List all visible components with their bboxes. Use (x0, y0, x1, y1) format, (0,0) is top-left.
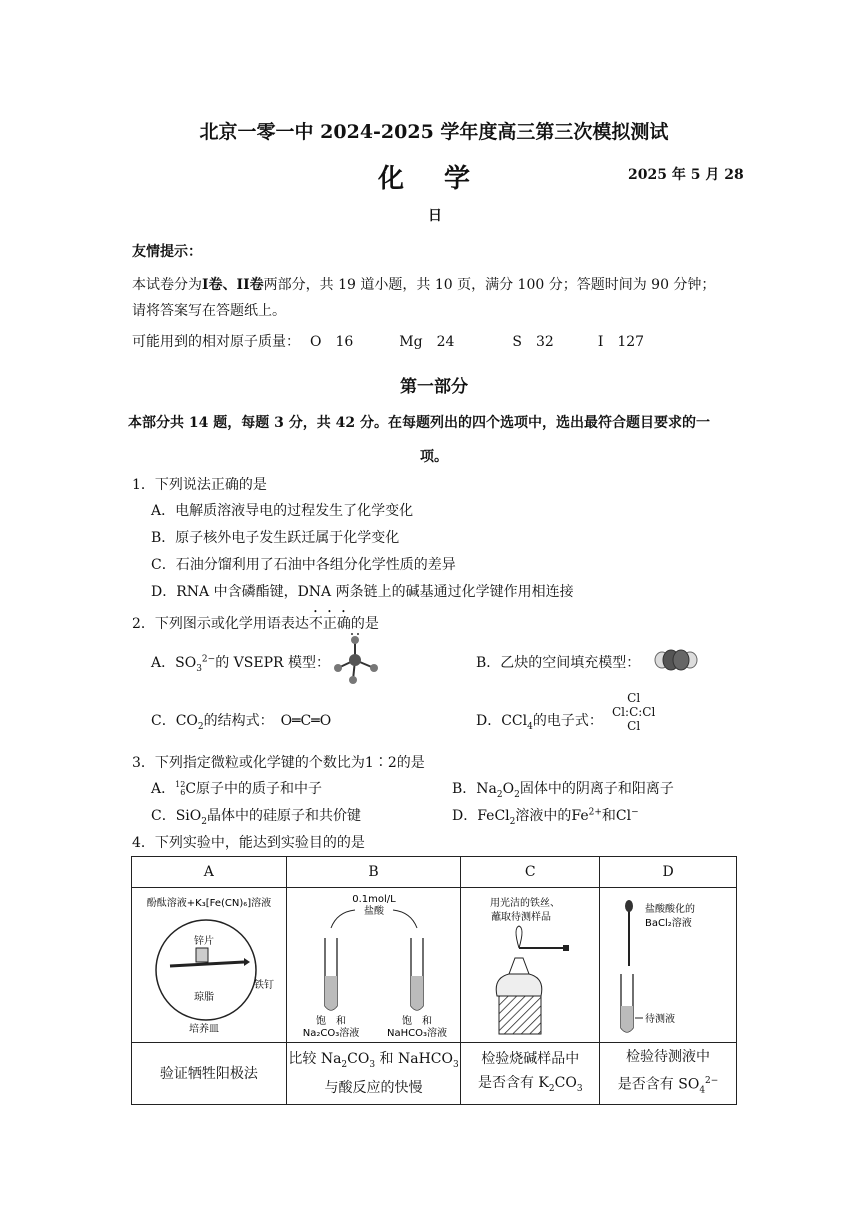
q3-option-c: C．SiO$_2$晶体中的硅原子和共价键 (151, 808, 361, 827)
tips-line-1: 本试卷分为I卷、II卷两部分，共 19 道小题，共 10 页，满分 100 分；答题时间为 90 分钟； (132, 277, 716, 293)
label-reagent: 酚酞溶液+K₃[Fe(CN)₆]溶液 (146, 898, 272, 909)
table-goal-row (132, 1043, 737, 1105)
label-zinc: 锌片 (193, 936, 214, 947)
table-figure-row (132, 888, 737, 1043)
col-header-a: A (132, 857, 287, 888)
section-intro-tail: 项。 (420, 449, 448, 465)
label-wire: 用光洁的铁丝、 (490, 898, 561, 909)
q3-option-a: A． 12 6 C原子中的质子和中子 (151, 780, 323, 797)
label-nail: 铁钉 (253, 980, 274, 991)
q1-stem: 1．下列说法正确的是 (132, 477, 267, 493)
label-left-sat: 饱 和 (315, 1016, 346, 1027)
q1-option-b: B．原子核外电子发生跃迁属于化学变化 (151, 530, 400, 546)
q2-option-c: C．$CO_2$的结构式： O═C═O (151, 713, 332, 732)
tips-title: 友情提示： (132, 244, 202, 260)
q3-stem: 3．下列指定微粒或化学键的个数比为1∶2的是 (132, 755, 425, 771)
figure-b-cell (286, 888, 461, 1043)
q2-option-b: B．乙炔的空间填充模型： (476, 655, 641, 671)
label-sample: 蘸取待测样品 (491, 912, 552, 923)
goal-b: 比较 $Na_2CO_3$ 和 NaHCO$_3$ 与酸反应的快慢 (286, 1043, 461, 1105)
vsepr-model-figure (330, 632, 386, 688)
q2-option-d: D．CCl$_4$的电子式： (476, 713, 603, 732)
goal-a: 验证牺牲阳极法 (132, 1043, 287, 1105)
table-header-row (132, 857, 737, 888)
subject-title: 化学 (378, 164, 511, 194)
col-header-c: C (461, 857, 600, 888)
ccl4-middle: Cl:C:Cl (612, 705, 656, 719)
exam-date: 2025 年 5 月 28 (628, 167, 744, 183)
ccl4-bottom-cl: Cl (627, 719, 641, 733)
section-intro: 本部分共 14 题，每题 3 分，共 42 分。在每题列出的四个选项中，选出最符合题目要求的一 (128, 415, 710, 431)
col-header-d: D (600, 857, 737, 888)
label-test-solution: 待测液 (645, 1014, 676, 1025)
figure-a-cell (132, 888, 287, 1043)
label-acid-conc: 0.1mol/L (351, 894, 396, 905)
acetylene-model-figure (652, 648, 700, 672)
exam-title: 北京一零一中 2024-2025 学年度高三第三次模拟测试 (199, 121, 669, 143)
label-dish: 培养皿 (188, 1024, 219, 1035)
ccl4-electron-formula (612, 691, 655, 733)
tips-line-2: 请将答案写在答题纸上。 (132, 303, 286, 319)
q3-option-d: D．FeCl$_2$溶液中的$Fe^{2+}$和Cl− (452, 807, 639, 827)
label-agar: 琼脂 (193, 992, 214, 1003)
section-heading: 第一部分 (400, 377, 468, 397)
q1-option-c: C．石油分馏利用了石油中各组分化学性质的差异 (151, 557, 456, 573)
label-bacl2: BaCl₂溶液 (645, 918, 692, 929)
ccl4-top-cl: Cl (627, 691, 641, 705)
label-right-sat: 饱 和 (401, 1016, 432, 1027)
col-header-b: B (286, 857, 461, 888)
label-acidified: 盐酸酸化的 (645, 904, 696, 915)
label-left-solution: Na₂CO₃溶液 (302, 1028, 359, 1038)
figure-c-cell (461, 888, 600, 1043)
figure-d-cell (600, 888, 737, 1043)
figure-a-petri-dish (134, 888, 284, 1038)
q1-option-d: D．RNA 中含磷酯键，DNA 两条链上的碱基通过化学键作用相连接 (151, 584, 574, 600)
experiment-table (131, 856, 737, 1105)
label-right-solution: NaHCO₃溶液 (386, 1028, 447, 1038)
label-acid: 盐酸 (363, 906, 384, 917)
figure-d-test-tube (601, 888, 735, 1038)
q2-stem: 2．下列图示或化学用语表达不正确的是 (132, 616, 379, 632)
figure-c-flame-test (463, 888, 597, 1038)
q1-option-a: A．电解质溶液导电的过程发生了化学变化 (151, 503, 414, 519)
atomic-mass-line: 可能用到的相对原子质量： O 16 Mg 24 S 32 I 127 (132, 334, 645, 350)
q4-stem: 4．下列实验中，能达到实验目的的是 (132, 835, 365, 851)
exam-date-day: 日 (428, 208, 442, 224)
goal-c: 检验烧碱样品中 是否含有 $K_2CO_3$ (461, 1043, 600, 1105)
q2-option-a: A．$SO_3^{2-}$的 VSEPR 模型： (151, 654, 330, 674)
q3-option-b: B．$Na_2O_2$固体中的阴离子和阳离子 (452, 781, 674, 800)
figure-b-test-tubes (289, 888, 459, 1038)
goal-d: 检验待测液中 是否含有 $SO_4^{2-}$ (600, 1043, 737, 1105)
